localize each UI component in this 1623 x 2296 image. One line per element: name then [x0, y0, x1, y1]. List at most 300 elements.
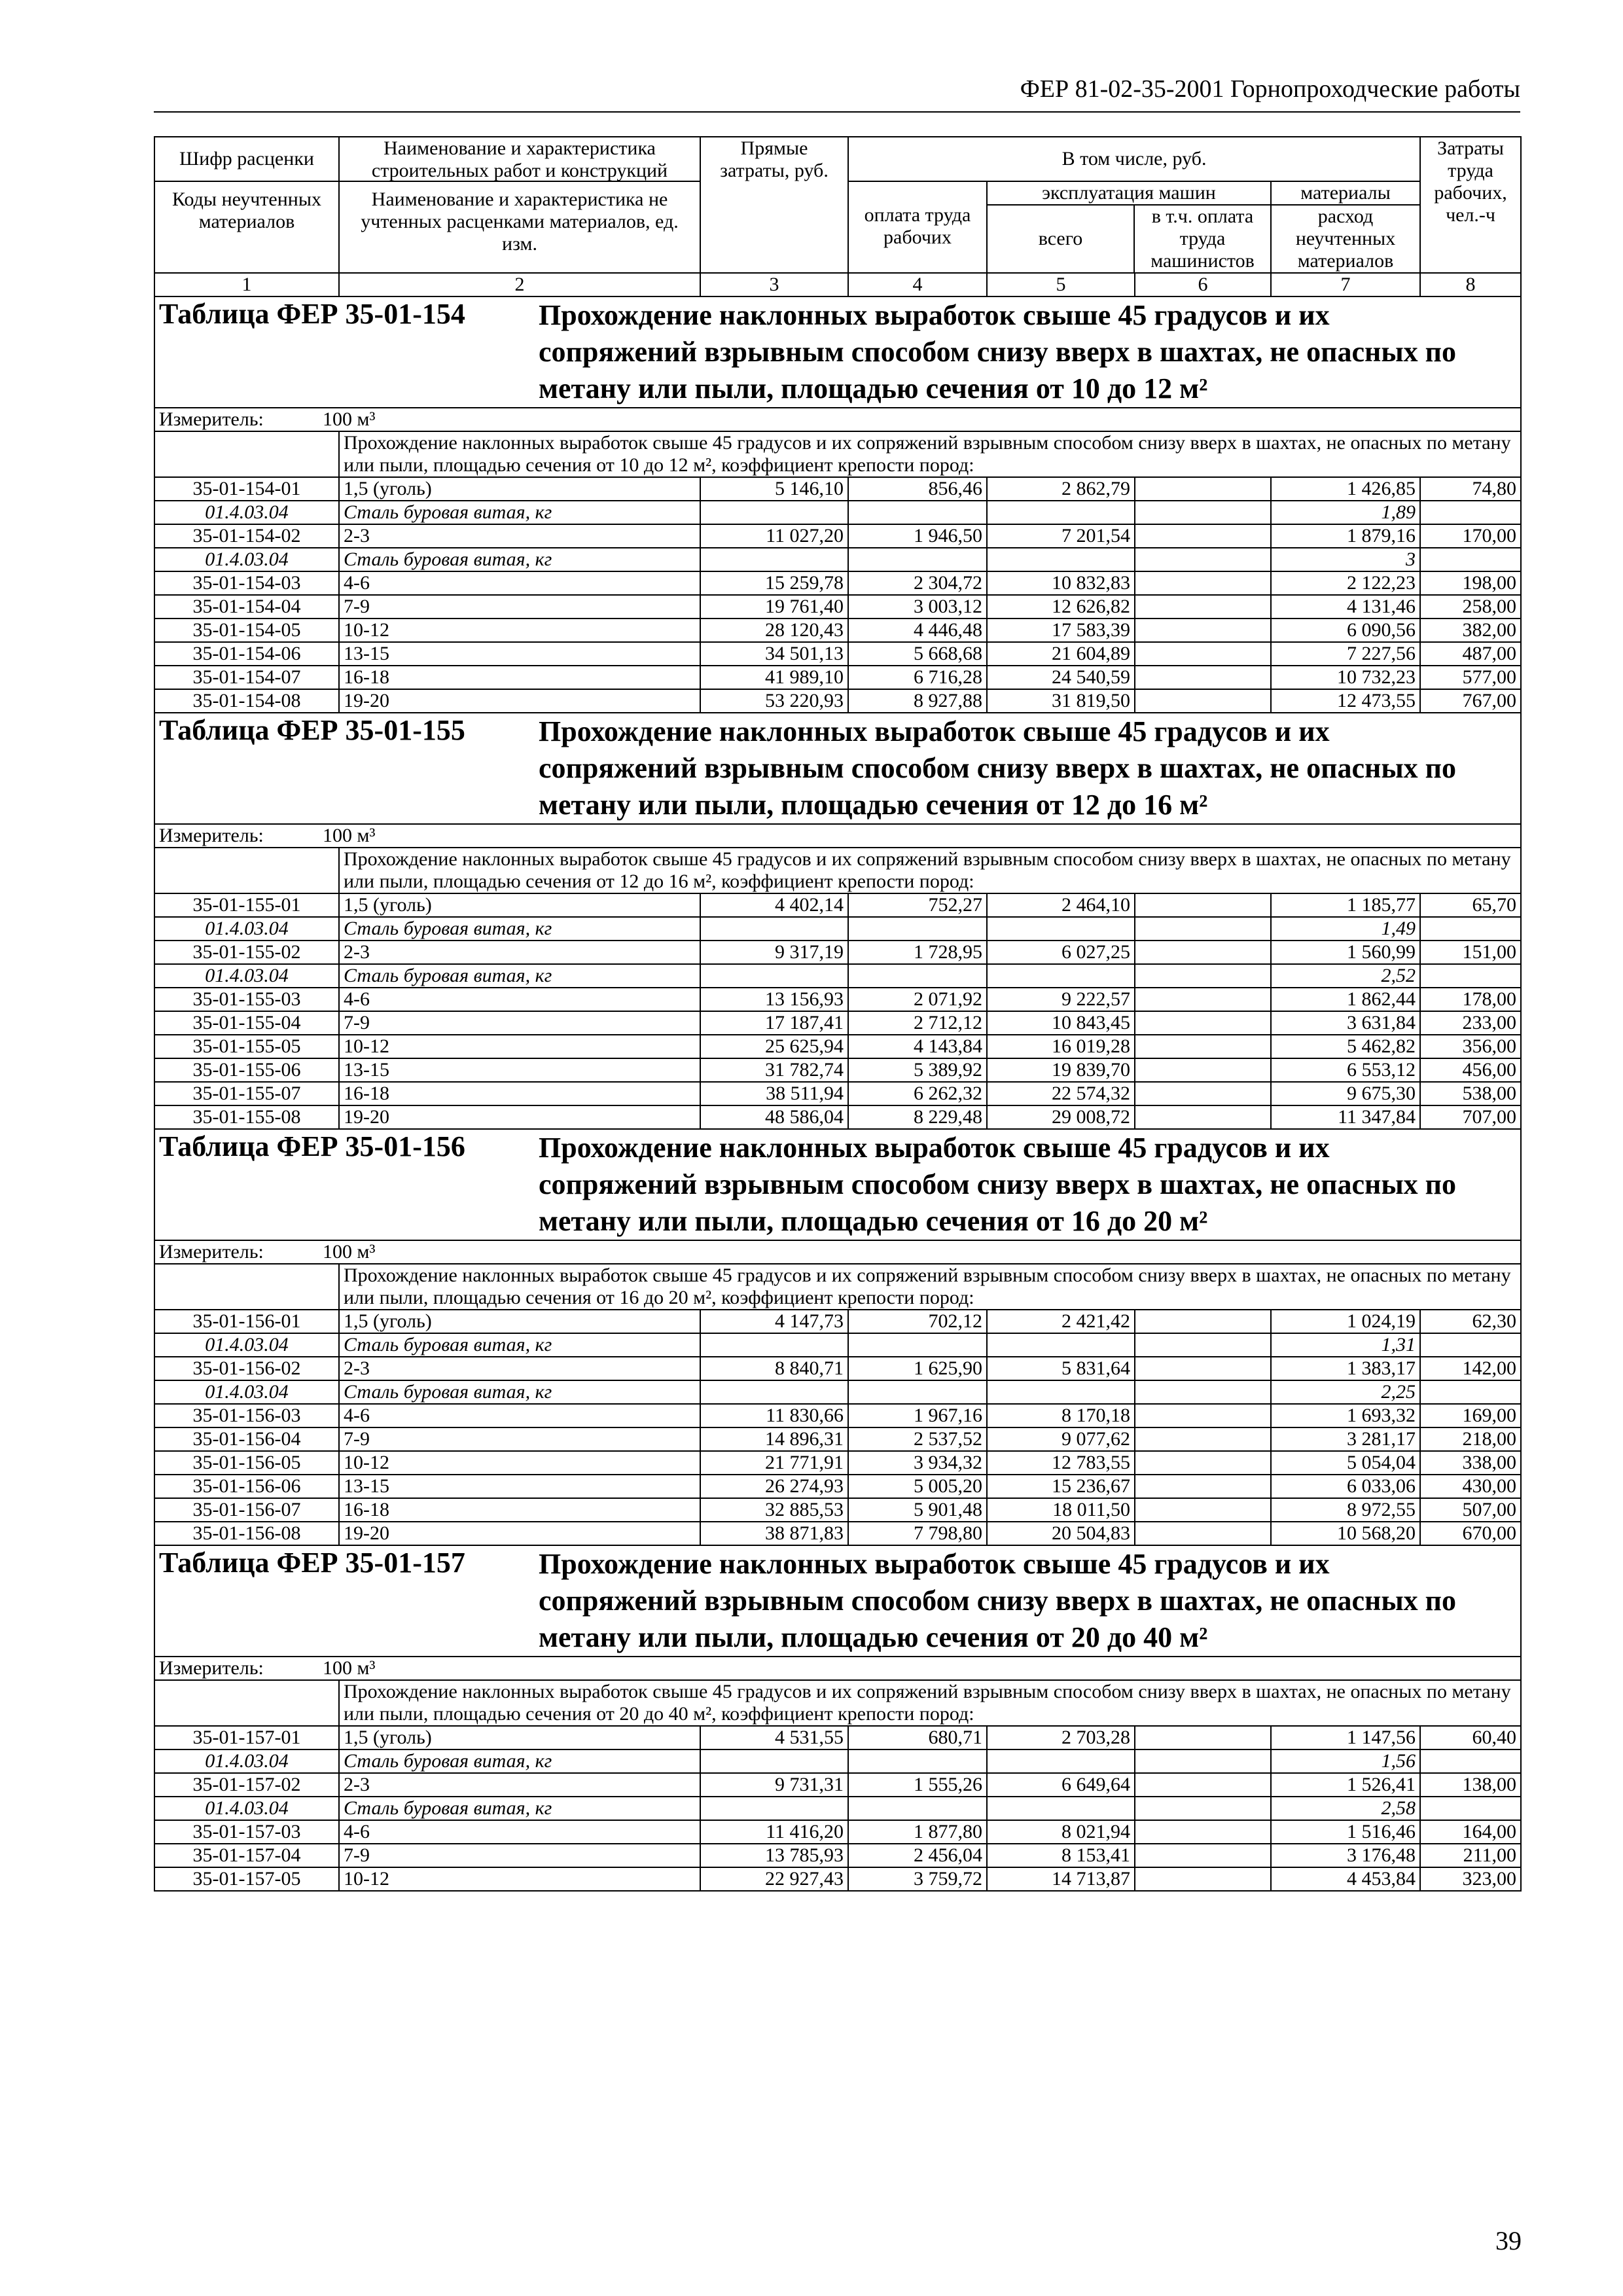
- header-code-bottom: Коды неучтенных материалов: [155, 181, 338, 240]
- empty-cell: [987, 1380, 1135, 1404]
- machine-costs: 24 540,59: [987, 666, 1135, 689]
- material-qty: 1,49: [1271, 917, 1420, 941]
- labor-costs: 382,00: [1420, 619, 1521, 642]
- material-row: [154, 548, 1521, 571]
- worker-wages: 3 934,32: [848, 1451, 987, 1475]
- labor-costs: 233,00: [1420, 1011, 1521, 1035]
- section-measure-cell: [154, 408, 1521, 431]
- rate-name: 16-18: [339, 1082, 700, 1105]
- worker-wages: 4 143,84: [848, 1035, 987, 1058]
- section-measure-row: [154, 408, 1521, 431]
- worker-wages: 2 456,04: [848, 1844, 987, 1867]
- price-table: [154, 136, 1522, 1892]
- rate-code: 35-01-155-03: [154, 988, 339, 1011]
- table-row: [154, 1773, 1521, 1797]
- materials-costs: 1 185,77: [1271, 893, 1420, 917]
- rate-code: 35-01-157-03: [154, 1820, 339, 1844]
- rate-name: 7-9: [339, 1011, 700, 1035]
- worker-wages: 1 728,95: [848, 941, 987, 964]
- machine-costs: 2 703,28: [987, 1726, 1135, 1749]
- table-row: [154, 1867, 1521, 1891]
- rate-code: 35-01-155-06: [154, 1058, 339, 1082]
- empty-cell: [848, 501, 987, 524]
- direct-costs: 31 782,74: [700, 1058, 848, 1082]
- empty-cell: [987, 1749, 1135, 1773]
- section-title-row: [154, 1545, 1521, 1657]
- worker-wages: 5 005,20: [848, 1475, 987, 1498]
- rate-name: 7-9: [339, 1427, 700, 1451]
- material-qty: 1,56: [1271, 1749, 1420, 1773]
- empty-cell: [1135, 1333, 1271, 1357]
- machine-costs: 2 464,10: [987, 893, 1135, 917]
- rate-name: 10-12: [339, 1451, 700, 1475]
- worker-wages: 3 003,12: [848, 595, 987, 619]
- measure-label: Измеритель:: [159, 1657, 264, 1679]
- table-row: [154, 1011, 1521, 1035]
- table-row: [154, 689, 1521, 713]
- materials-costs: 1 024,19: [1271, 1310, 1420, 1333]
- rate-code: 35-01-156-08: [154, 1522, 339, 1545]
- material-row: [154, 1333, 1521, 1357]
- section-desc-row: [154, 848, 1521, 893]
- direct-costs: 11 830,66: [700, 1404, 848, 1427]
- header-name-bottom: Наименование и характеристика не учтенных расценками материалов, ед. изм.: [340, 181, 700, 262]
- material-code: 01.4.03.04: [154, 917, 339, 941]
- table-row: [154, 1427, 1521, 1451]
- table-row: [154, 941, 1521, 964]
- rate-code: 35-01-155-01: [154, 893, 339, 917]
- table-row: [154, 571, 1521, 595]
- machine-costs: 15 236,67: [987, 1475, 1135, 1498]
- desc-spacer: [154, 431, 339, 477]
- rate-code: 35-01-156-05: [154, 1451, 339, 1475]
- materials-costs: 5 054,04: [1271, 1451, 1420, 1475]
- machinist-wages: [1135, 1105, 1271, 1129]
- page-header: [154, 73, 1520, 113]
- materials-costs: 1 516,46: [1271, 1820, 1420, 1844]
- empty-cell: [1420, 1333, 1521, 1357]
- worker-wages: 702,12: [848, 1310, 987, 1333]
- material-name: Сталь буровая витая, кг: [339, 1749, 700, 1773]
- section-title: Прохождение наклонных выработок свыше 45 градусов и их сопряжений взрывным способом снизу вверх в шахтах, не опасных по метану или пыли, площадью сечения от 12 до 16 м²: [539, 715, 1457, 821]
- material-qty: 2,25: [1271, 1380, 1420, 1404]
- worker-wages: 2 071,92: [848, 988, 987, 1011]
- materials-costs: 10 568,20: [1271, 1522, 1420, 1545]
- machinist-wages: [1135, 1475, 1271, 1498]
- table-row: [154, 666, 1521, 689]
- rate-code: 35-01-157-02: [154, 1773, 339, 1797]
- table-row: [154, 893, 1521, 917]
- materials-costs: 3 176,48: [1271, 1844, 1420, 1867]
- header-code-top: Шифр расценки: [179, 148, 314, 170]
- machine-costs: 8 153,41: [987, 1844, 1135, 1867]
- material-qty: 2,58: [1271, 1797, 1420, 1820]
- labor-costs: 356,00: [1420, 1035, 1521, 1058]
- rate-name: 13-15: [339, 1475, 700, 1498]
- machine-costs: 21 604,89: [987, 642, 1135, 666]
- materials-costs: 3 631,84: [1271, 1011, 1420, 1035]
- rate-name: 4-6: [339, 571, 700, 595]
- rate-code: 35-01-155-08: [154, 1105, 339, 1129]
- empty-cell: [1135, 1380, 1271, 1404]
- worker-wages: 1 625,90: [848, 1357, 987, 1380]
- material-name: Сталь буровая витая, кг: [339, 964, 700, 988]
- colnum: 6: [1135, 273, 1271, 296]
- material-qty: 1,89: [1271, 501, 1420, 524]
- materials-costs: 6 553,12: [1271, 1058, 1420, 1082]
- worker-wages: 8 229,48: [848, 1105, 987, 1129]
- materials-costs: 9 675,30: [1271, 1082, 1420, 1105]
- worker-wages: 2 712,12: [848, 1011, 987, 1035]
- empty-cell: [848, 917, 987, 941]
- direct-costs: 11 027,20: [700, 524, 848, 548]
- direct-costs: 32 885,53: [700, 1498, 848, 1522]
- rate-name: 1,5 (уголь): [339, 1726, 700, 1749]
- machinist-wages: [1135, 1867, 1271, 1891]
- machine-costs: 18 011,50: [987, 1498, 1135, 1522]
- machine-costs: 5 831,64: [987, 1357, 1135, 1380]
- table-row: [154, 1498, 1521, 1522]
- machine-costs: 6 649,64: [987, 1773, 1135, 1797]
- materials-costs: 1 879,16: [1271, 524, 1420, 548]
- machinist-wages: [1135, 1773, 1271, 1797]
- empty-cell: [700, 917, 848, 941]
- machinist-wages: [1135, 619, 1271, 642]
- direct-costs: 9 731,31: [700, 1773, 848, 1797]
- labor-costs: 456,00: [1420, 1058, 1521, 1082]
- machinist-wages: [1135, 1498, 1271, 1522]
- rate-code: 35-01-157-04: [154, 1844, 339, 1867]
- colnum: 4: [848, 273, 987, 296]
- labor-costs: 323,00: [1420, 1867, 1521, 1891]
- table-row: [154, 1357, 1521, 1380]
- labor-costs: 430,00: [1420, 1475, 1521, 1498]
- worker-wages: 3 759,72: [848, 1867, 987, 1891]
- direct-costs: 38 871,83: [700, 1522, 848, 1545]
- direct-costs: 4 402,14: [700, 893, 848, 917]
- direct-costs: 11 416,20: [700, 1820, 848, 1844]
- measure-value: 100 м³: [323, 825, 376, 846]
- material-row: [154, 917, 1521, 941]
- rate-code: 35-01-154-03: [154, 571, 339, 595]
- measure-label: Измеритель:: [159, 825, 264, 846]
- measure-value: 100 м³: [323, 1241, 376, 1263]
- rate-code: 35-01-157-01: [154, 1726, 339, 1749]
- rate-name: 1,5 (уголь): [339, 477, 700, 501]
- colnum: 1: [154, 273, 339, 296]
- machinist-wages: [1135, 1035, 1271, 1058]
- material-row: [154, 1380, 1521, 1404]
- labor-costs: 211,00: [1420, 1844, 1521, 1867]
- labor-costs: 142,00: [1420, 1357, 1521, 1380]
- rate-name: 16-18: [339, 666, 700, 689]
- machinist-wages: [1135, 1082, 1271, 1105]
- labor-costs: 198,00: [1420, 571, 1521, 595]
- table-row: [154, 1475, 1521, 1498]
- machine-costs: 17 583,39: [987, 619, 1135, 642]
- empty-cell: [987, 1333, 1135, 1357]
- header-mach-total: всего: [988, 206, 1135, 272]
- desc-spacer: [154, 848, 339, 893]
- labor-costs: 258,00: [1420, 595, 1521, 619]
- empty-cell: [987, 964, 1135, 988]
- section-title-cell: [154, 296, 1521, 408]
- rate-code: 35-01-154-06: [154, 642, 339, 666]
- rate-name: 19-20: [339, 1522, 700, 1545]
- worker-wages: 6 716,28: [848, 666, 987, 689]
- empty-cell: [1135, 964, 1271, 988]
- worker-wages: 4 446,48: [848, 619, 987, 642]
- table-row: [154, 619, 1521, 642]
- materials-costs: 6 090,56: [1271, 619, 1420, 642]
- rate-code: 35-01-154-08: [154, 689, 339, 713]
- labor-costs: 169,00: [1420, 1404, 1521, 1427]
- section-title-row: [154, 1129, 1521, 1240]
- labor-costs: 538,00: [1420, 1082, 1521, 1105]
- direct-costs: 13 156,93: [700, 988, 848, 1011]
- table-row: [154, 1726, 1521, 1749]
- empty-cell: [987, 1797, 1135, 1820]
- rate-name: 19-20: [339, 1105, 700, 1129]
- table-row: [154, 1058, 1521, 1082]
- section-description: Прохождение наклонных выработок свыше 45 градусов и их сопряжений взрывным способом снизу вверх в шахтах, не опасных по метану или пыли, площадью сечения от 12 до 16 м², коэффициент крепости пород:: [339, 848, 1521, 893]
- labor-costs: 138,00: [1420, 1773, 1521, 1797]
- direct-costs: 41 989,10: [700, 666, 848, 689]
- labor-costs: 178,00: [1420, 988, 1521, 1011]
- section-title: Прохождение наклонных выработок свыше 45 градусов и их сопряжений взрывным способом снизу вверх в шахтах, не опасных по метану или пыли, площадью сечения от 16 до 20 м²: [539, 1132, 1457, 1237]
- empty-cell: [1420, 964, 1521, 988]
- machinist-wages: [1135, 666, 1271, 689]
- empty-cell: [1420, 548, 1521, 571]
- direct-costs: 9 317,19: [700, 941, 848, 964]
- machine-costs: 20 504,83: [987, 1522, 1135, 1545]
- table-row: [154, 1035, 1521, 1058]
- section-title-cell: [154, 1545, 1521, 1657]
- material-name: Сталь буровая витая, кг: [339, 548, 700, 571]
- measure-label: Измеритель:: [159, 408, 264, 430]
- empty-cell: [848, 964, 987, 988]
- rate-code: 35-01-157-05: [154, 1867, 339, 1891]
- page-number: 39: [1495, 2226, 1522, 2255]
- section-title-row: [154, 296, 1521, 408]
- materials-costs: 1 526,41: [1271, 1773, 1420, 1797]
- machine-costs: 8 170,18: [987, 1404, 1135, 1427]
- material-row: [154, 501, 1521, 524]
- material-qty: 3: [1271, 548, 1420, 571]
- direct-costs: 26 274,93: [700, 1475, 848, 1498]
- machinist-wages: [1135, 689, 1271, 713]
- machinist-wages: [1135, 1357, 1271, 1380]
- machine-costs: 2 862,79: [987, 477, 1135, 501]
- section-code: Таблица ФЕР 35-01-157: [159, 1547, 465, 1579]
- materials-costs: 6 033,06: [1271, 1475, 1420, 1498]
- direct-costs: 13 785,93: [700, 1844, 848, 1867]
- material-code: 01.4.03.04: [154, 1797, 339, 1820]
- machine-costs: 8 021,94: [987, 1820, 1135, 1844]
- rate-code: 35-01-155-04: [154, 1011, 339, 1035]
- section-measure-row: [154, 1240, 1521, 1264]
- direct-costs: 48 586,04: [700, 1105, 848, 1129]
- table-row: [154, 642, 1521, 666]
- rate-name: 2-3: [339, 941, 700, 964]
- direct-costs: 8 840,71: [700, 1357, 848, 1380]
- machine-costs: 22 574,32: [987, 1082, 1135, 1105]
- empty-cell: [700, 501, 848, 524]
- table-row: [154, 988, 1521, 1011]
- colnum: 2: [339, 273, 700, 296]
- empty-cell: [700, 1749, 848, 1773]
- empty-cell: [987, 548, 1135, 571]
- labor-costs: 670,00: [1420, 1522, 1521, 1545]
- section-title-cell: [154, 1129, 1521, 1240]
- labor-costs: 164,00: [1420, 1820, 1521, 1844]
- direct-costs: 14 896,31: [700, 1427, 848, 1451]
- rate-name: 10-12: [339, 1035, 700, 1058]
- worker-wages: 5 668,68: [848, 642, 987, 666]
- header-incl-group: [848, 137, 1420, 273]
- worker-wages: 680,71: [848, 1726, 987, 1749]
- machinist-wages: [1135, 595, 1271, 619]
- materials-costs: 10 732,23: [1271, 666, 1420, 689]
- material-name: Сталь буровая витая, кг: [339, 917, 700, 941]
- material-qty: 1,31: [1271, 1333, 1420, 1357]
- header-wages: оплата труда рабочих: [849, 182, 988, 272]
- material-code: 01.4.03.04: [154, 501, 339, 524]
- empty-cell: [848, 548, 987, 571]
- rate-code: 35-01-154-01: [154, 477, 339, 501]
- table-row: [154, 1082, 1521, 1105]
- machinist-wages: [1135, 1011, 1271, 1035]
- material-code: 01.4.03.04: [154, 1380, 339, 1404]
- section-desc-row: [154, 1264, 1521, 1310]
- material-code: 01.4.03.04: [154, 548, 339, 571]
- rate-name: 16-18: [339, 1498, 700, 1522]
- header-code: [154, 137, 339, 273]
- rate-code: 35-01-156-03: [154, 1404, 339, 1427]
- section-code: Таблица ФЕР 35-01-154: [159, 298, 465, 330]
- rate-code: 35-01-156-01: [154, 1310, 339, 1333]
- empty-cell: [987, 501, 1135, 524]
- empty-cell: [700, 1380, 848, 1404]
- machine-costs: 16 019,28: [987, 1035, 1135, 1058]
- section-description: Прохождение наклонных выработок свыше 45 градусов и их сопряжений взрывным способом снизу вверх в шахтах, не опасных по метану или пыли, площадью сечения от 20 до 40 м², коэффициент крепости пород:: [339, 1680, 1521, 1726]
- worker-wages: 2 304,72: [848, 571, 987, 595]
- section-description: Прохождение наклонных выработок свыше 45 градусов и их сопряжений взрывным способом снизу вверх в шахтах, не опасных по метану или пыли, площадью сечения от 10 до 12 м², коэффициент крепости пород:: [339, 431, 1521, 477]
- rate-name: 4-6: [339, 1404, 700, 1427]
- rate-name: 10-12: [339, 1867, 700, 1891]
- direct-costs: 28 120,43: [700, 619, 848, 642]
- direct-costs: 5 146,10: [700, 477, 848, 501]
- labor-costs: 170,00: [1420, 524, 1521, 548]
- empty-cell: [1135, 917, 1271, 941]
- empty-cell: [1420, 1749, 1521, 1773]
- direct-costs: 4 531,55: [700, 1726, 848, 1749]
- materials-costs: 8 972,55: [1271, 1498, 1420, 1522]
- colnum: 5: [987, 273, 1135, 296]
- rate-name: 2-3: [339, 524, 700, 548]
- rate-name: 7-9: [339, 595, 700, 619]
- labor-costs: 577,00: [1420, 666, 1521, 689]
- material-row: [154, 1749, 1521, 1773]
- header-mach-group: [988, 182, 1272, 272]
- worker-wages: 752,27: [848, 893, 987, 917]
- table-body: [154, 296, 1521, 1891]
- desc-spacer: [154, 1264, 339, 1310]
- material-name: Сталь буровая витая, кг: [339, 1797, 700, 1820]
- section-code: Таблица ФЕР 35-01-155: [159, 714, 465, 746]
- rate-name: 10-12: [339, 619, 700, 642]
- table-row: [154, 477, 1521, 501]
- machine-costs: 7 201,54: [987, 524, 1135, 548]
- header-mat-group: [1272, 182, 1419, 272]
- table-row: [154, 1451, 1521, 1475]
- material-name: Сталь буровая витая, кг: [339, 1380, 700, 1404]
- rate-name: 7-9: [339, 1844, 700, 1867]
- machine-costs: 10 832,83: [987, 571, 1135, 595]
- labor-costs: 767,00: [1420, 689, 1521, 713]
- machinist-wages: [1135, 941, 1271, 964]
- header-incl: В том числе, руб.: [849, 137, 1419, 182]
- direct-costs: 21 771,91: [700, 1451, 848, 1475]
- empty-cell: [848, 1749, 987, 1773]
- materials-costs: 12 473,55: [1271, 689, 1420, 713]
- rate-code: 35-01-154-05: [154, 619, 339, 642]
- material-code: 01.4.03.04: [154, 1749, 339, 1773]
- section-title: Прохождение наклонных выработок свыше 45 градусов и их сопряжений взрывным способом снизу вверх в шахтах, не опасных по метану или пыли, площадью сечения от 20 до 40 м²: [539, 1548, 1457, 1653]
- materials-costs: 1 147,56: [1271, 1726, 1420, 1749]
- table-row: [154, 1404, 1521, 1427]
- labor-costs: 65,70: [1420, 893, 1521, 917]
- empty-cell: [848, 1380, 987, 1404]
- empty-cell: [1135, 501, 1271, 524]
- machinist-wages: [1135, 1058, 1271, 1082]
- section-description: Прохождение наклонных выработок свыше 45 градусов и их сопряжений взрывным способом снизу вверх в шахтах, не опасных по метану или пыли, площадью сечения от 16 до 20 м², коэффициент крепости пород:: [339, 1264, 1521, 1310]
- empty-cell: [987, 917, 1135, 941]
- materials-costs: 1 560,99: [1271, 941, 1420, 964]
- section-code: Таблица ФЕР 35-01-156: [159, 1130, 465, 1162]
- empty-cell: [1420, 501, 1521, 524]
- material-row: [154, 964, 1521, 988]
- machinist-wages: [1135, 1726, 1271, 1749]
- rate-code: 35-01-155-07: [154, 1082, 339, 1105]
- direct-costs: 38 511,94: [700, 1082, 848, 1105]
- rate-name: 2-3: [339, 1773, 700, 1797]
- labor-costs: 507,00: [1420, 1498, 1521, 1522]
- worker-wages: 5 901,48: [848, 1498, 987, 1522]
- material-row: [154, 1797, 1521, 1820]
- materials-costs: 1 426,85: [1271, 477, 1420, 501]
- machine-costs: 31 819,50: [987, 689, 1135, 713]
- rate-code: 35-01-155-02: [154, 941, 339, 964]
- header-mat: материалы: [1272, 182, 1419, 206]
- header-name: [339, 137, 700, 273]
- empty-cell: [1135, 1749, 1271, 1773]
- section-title-row: [154, 713, 1521, 824]
- header-name-top: Наименование и характеристика строительных работ и конструкций: [371, 137, 668, 181]
- worker-wages: 6 262,32: [848, 1082, 987, 1105]
- rate-name: 13-15: [339, 642, 700, 666]
- machinist-wages: [1135, 1820, 1271, 1844]
- rate-code: 35-01-155-05: [154, 1035, 339, 1058]
- empty-cell: [700, 964, 848, 988]
- section-measure-cell: [154, 1240, 1521, 1264]
- rate-name: 4-6: [339, 1820, 700, 1844]
- material-qty: 2,52: [1271, 964, 1420, 988]
- direct-costs: 53 220,93: [700, 689, 848, 713]
- rate-name: 13-15: [339, 1058, 700, 1082]
- direct-costs: 34 501,13: [700, 642, 848, 666]
- machine-costs: 12 626,82: [987, 595, 1135, 619]
